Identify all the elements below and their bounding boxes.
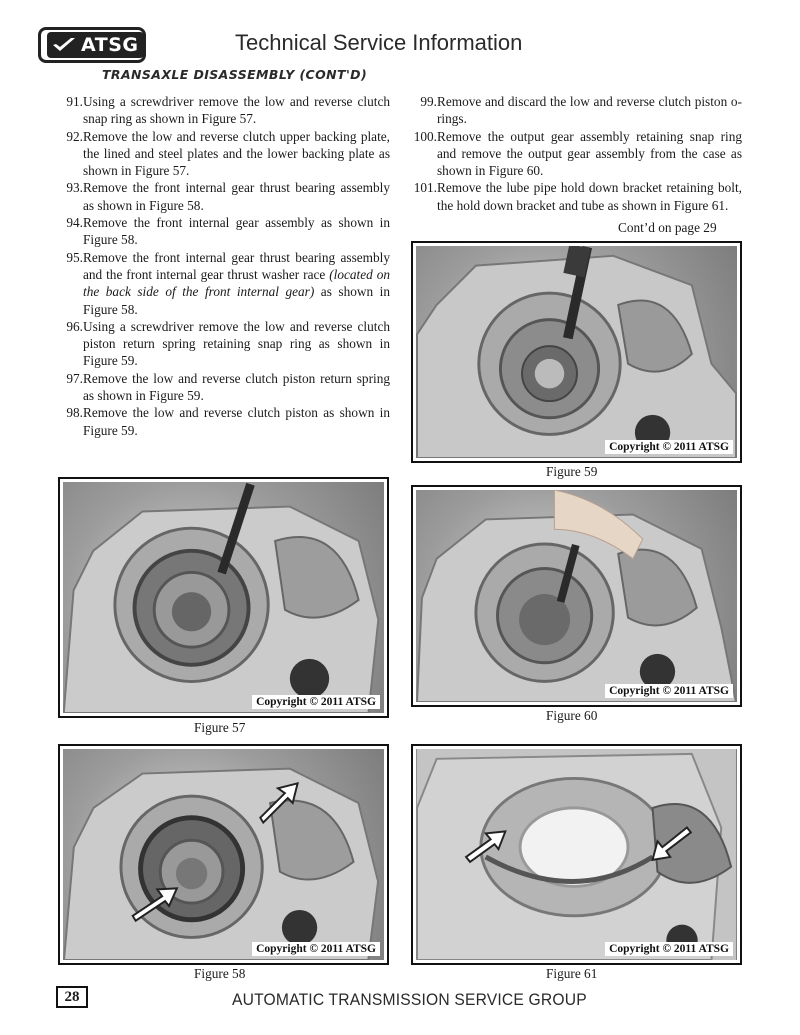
copyright-label: Copyright © 2011 ATSG	[605, 684, 733, 698]
section-title: TRANSAXLE DISASSEMBLY (CONT'D)	[102, 67, 368, 82]
figure-57-caption: Figure 57	[194, 720, 246, 735]
copyright-label: Copyright © 2011 ATSG	[605, 440, 733, 454]
transaxle-case-illustration	[416, 490, 737, 702]
figure-58-photo	[58, 744, 389, 965]
step-91: 91. Using a screwdriver remove the low and reverse clutch snap ring as shown in Figure 57.	[66, 94, 390, 127]
figure-61-caption: Figure 61	[546, 966, 598, 981]
figure-58-caption: Figure 58	[194, 966, 246, 981]
step-94: 94. Remove the front internal gear assembly as shown in Figure 58.	[66, 215, 390, 248]
transaxle-case-illustration	[63, 482, 384, 713]
step-92: 92. Remove the low and reverse clutch upper backing plate, the lined and steel plates and the lower backing plate as shown in Figure 57.	[66, 128, 390, 179]
atsg-logo	[38, 27, 146, 63]
figure-60-photo	[411, 485, 742, 707]
transaxle-case-illustration	[63, 749, 384, 960]
step-99: 99. Remove and discard the low and reverse clutch piston o-rings.	[420, 94, 742, 127]
step-100: 100. Remove the output gear assembly retaining snap ring and remove the output gear assembly from the case as shown in Figure 60.	[413, 128, 742, 179]
checkmark-logo-icon	[51, 36, 77, 54]
continued-note: Cont’d on page 29	[618, 220, 717, 235]
figure-59-caption: Figure 59	[546, 464, 598, 479]
step-101: 101. Remove the lube pipe hold down bracket retaining bolt, the hold down bracket and tube as shown in Figure 61.	[413, 180, 742, 213]
footer-text: AUTOMATIC TRANSMISSION SERVICE GROUP	[232, 990, 587, 1009]
figure-57-photo	[58, 477, 389, 718]
copyright-label: Copyright © 2011 ATSG	[605, 942, 733, 956]
figure-60-caption: Figure 60	[546, 708, 598, 723]
figure-61-photo	[411, 744, 742, 965]
copyright-label: Copyright © 2011 ATSG	[252, 942, 380, 956]
logo-text: ATSG	[81, 34, 139, 56]
transaxle-case-illustration	[416, 749, 737, 960]
step-95: 95. Remove the front internal gear thrust bearing assembly and the front internal gear thrust washer race (located on the back side of the front internal gear) as shown in Figure 58.	[66, 249, 390, 317]
copyright-label: Copyright © 2011 ATSG	[252, 695, 380, 709]
step-96: 96. Using a screwdriver remove the low and reverse clutch piston return spring retaining snap ring as shown in Figure 59.	[66, 318, 390, 369]
instructions-right-column	[410, 93, 742, 214]
instructions-left-column	[62, 93, 390, 439]
step-93: 93. Remove the front internal gear thrust bearing assembly as shown in Figure 58.	[66, 180, 390, 213]
transaxle-case-illustration	[416, 246, 737, 458]
page-number: 28	[56, 986, 88, 1008]
figure-59-photo	[411, 241, 742, 463]
page-title: Technical Service Information	[235, 30, 523, 55]
step-97: 97. Remove the low and reverse clutch piston return spring as shown in Figure 59.	[66, 370, 390, 404]
step-98: 98. Remove the low and reverse clutch piston as shown in Figure 59.	[66, 405, 390, 438]
